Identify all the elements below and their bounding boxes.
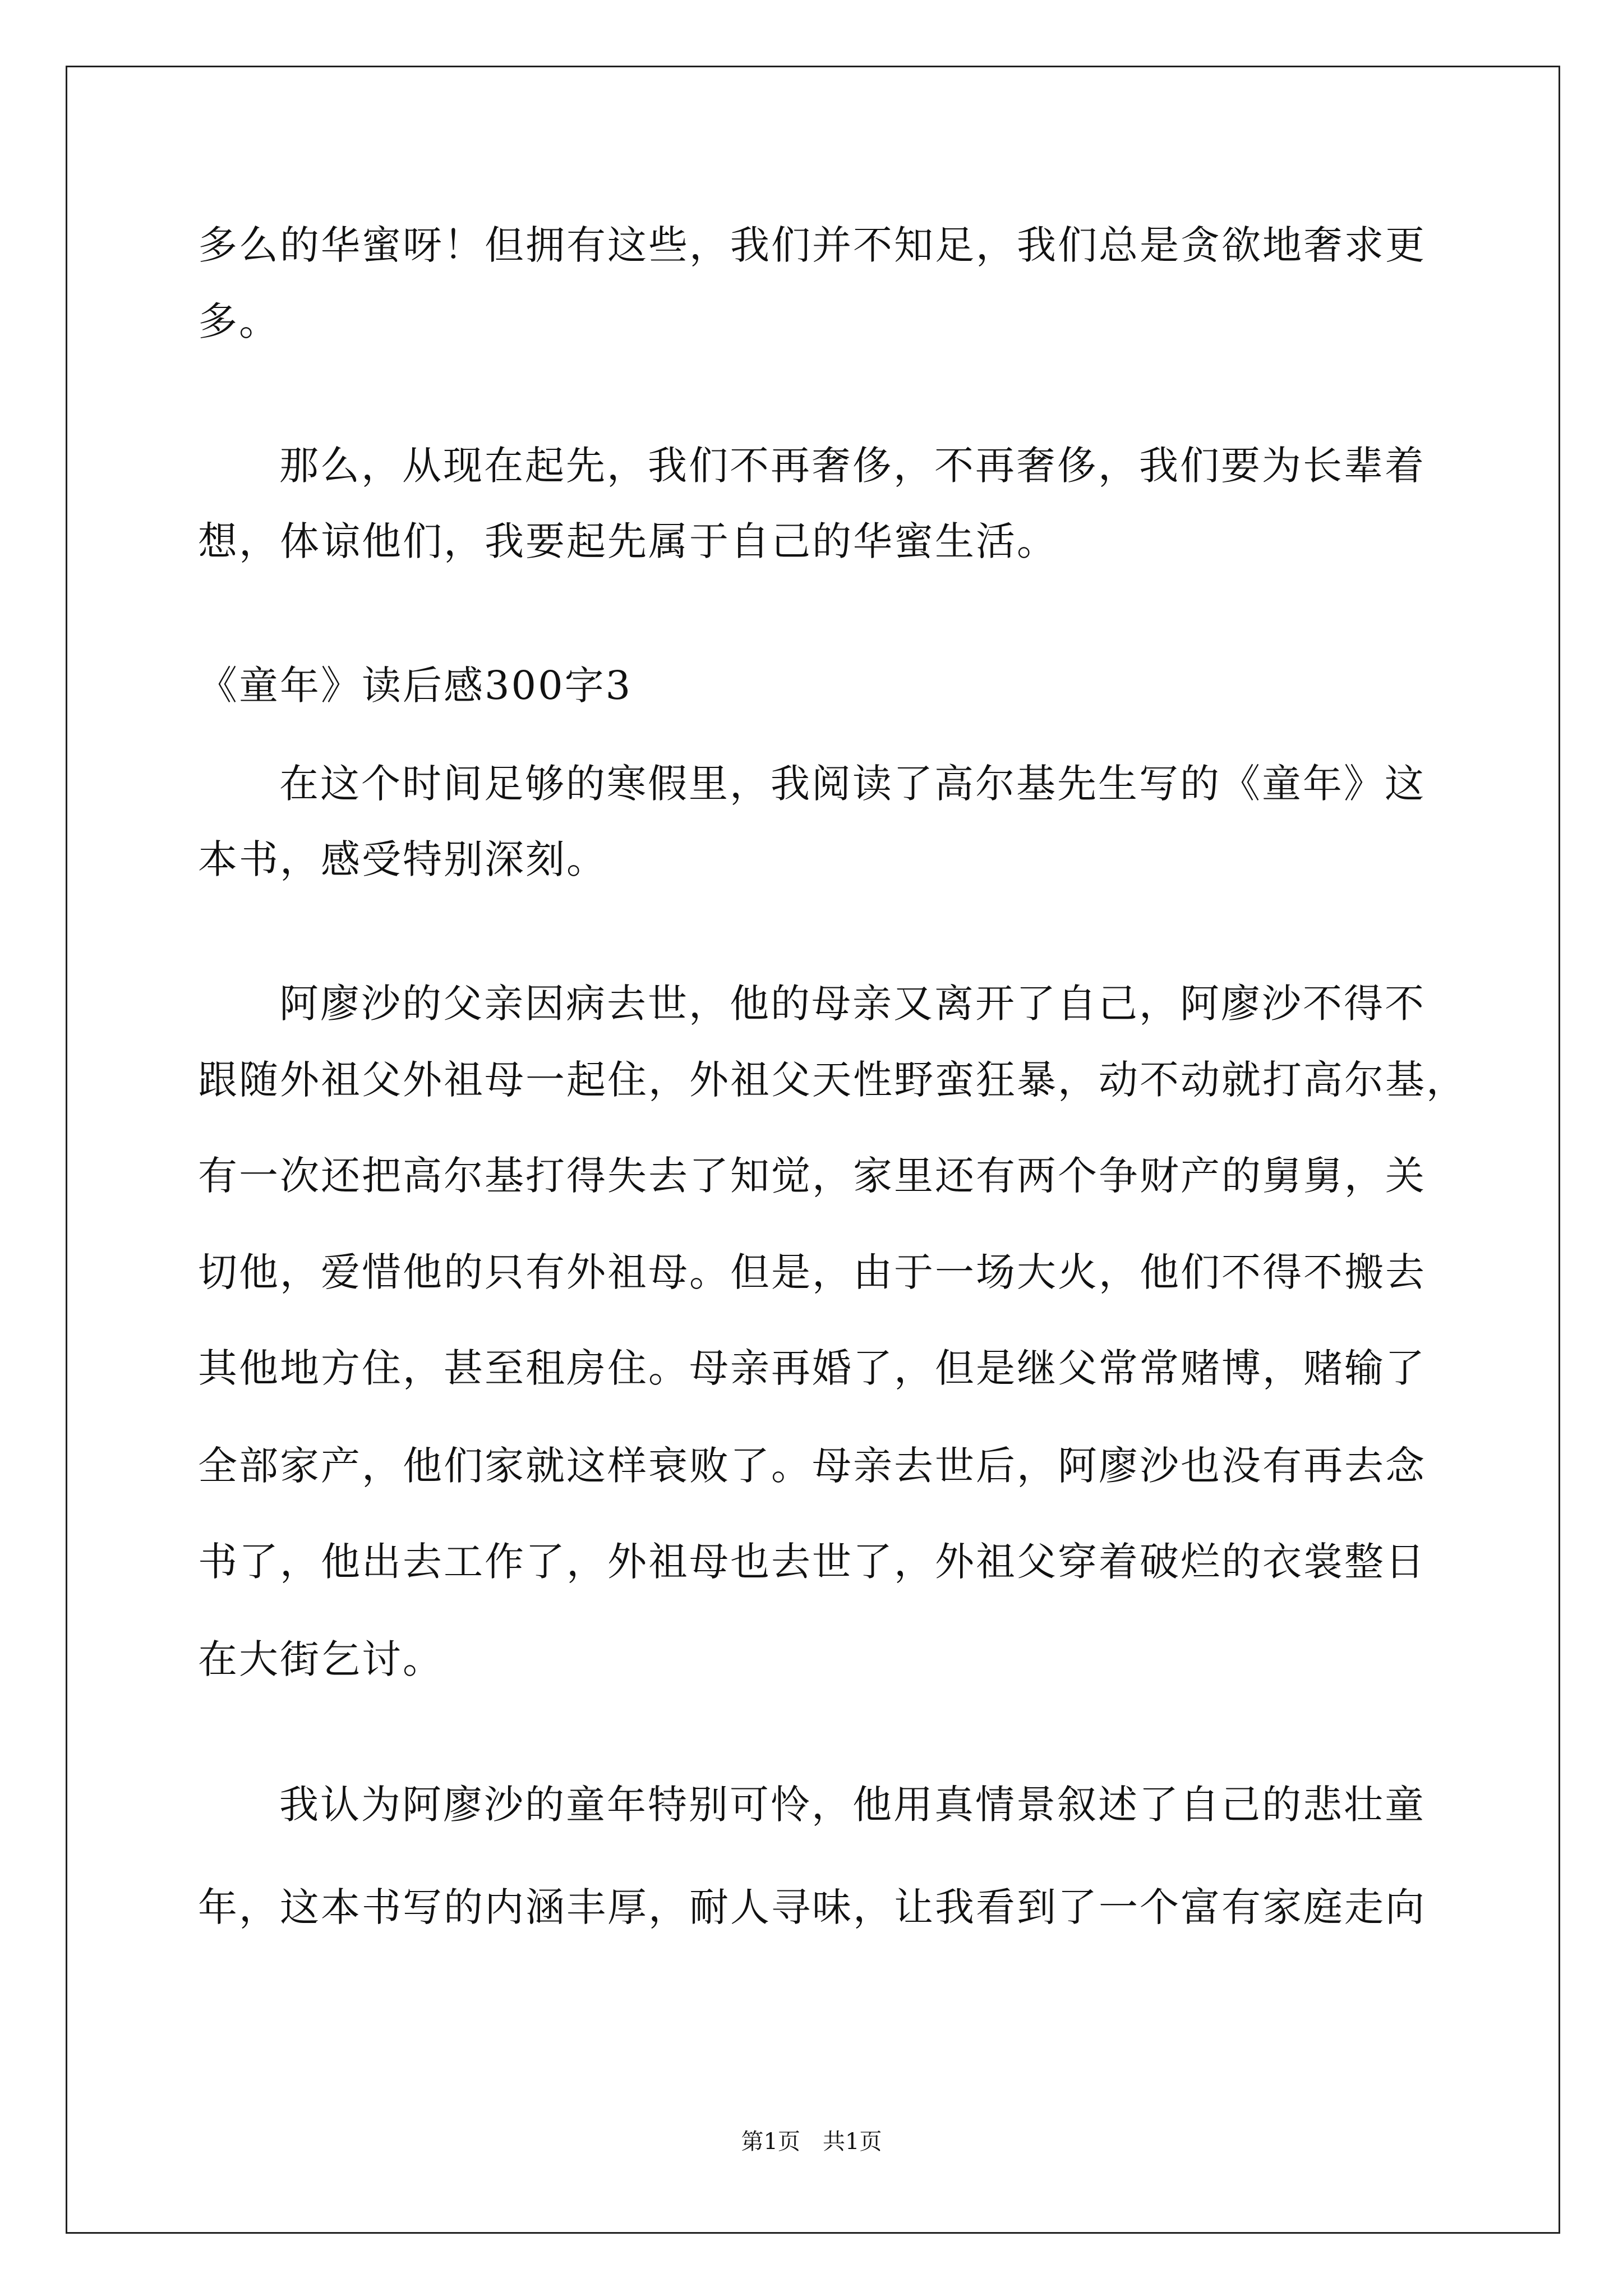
text-line: 本书，感受特别深刻。 [198, 836, 607, 882]
text-line: 书了，他出去工作了，外祖母也去世了，外祖父穿着破烂的衣裳整日 [198, 1539, 1426, 1585]
text-line: 其他地方住，甚至租房住。母亲再婚了，但是继父常常赌博，赌输了 [198, 1345, 1426, 1391]
text-line: 多么的华蜜呀！但拥有这些，我们并不知足，我们总是贪欲地奢求更 [198, 222, 1426, 268]
page-total: 共1页 [823, 2129, 882, 2155]
text-line: 在大街乞讨。 [198, 1636, 444, 1682]
text-line: 那么，从现在起先，我们不再奢侈，不再奢侈，我们要为长辈着 [279, 443, 1426, 489]
text-line: 在这个时间足够的寒假里，我阅读了高尔基先生写的《童年》这 [279, 761, 1426, 807]
text-line: 切他，爱惜他的只有外祖母。但是，由于一场大火，他们不得不搬去 [198, 1249, 1426, 1295]
text-line: 想，体谅他们，我要起先属于自己的华蜜生活。 [198, 518, 1058, 564]
text-line: 多。 [198, 298, 280, 344]
page-footer [0, 2131, 1623, 2153]
page-number: 第1页 [741, 2129, 800, 2155]
section-heading: 《童年》读后感300字3 [198, 662, 633, 708]
text-line: 我认为阿廖沙的童年特别可怜，他用真情景叙述了自己的悲壮童 [279, 1782, 1426, 1828]
text-line: 全部家产，他们家就这样衰败了。母亲去世后，阿廖沙也没有再去念 [198, 1443, 1426, 1489]
text-line: 阿廖沙的父亲因病去世，他的母亲又离开了自己，阿廖沙不得不 [279, 981, 1426, 1027]
text-line: 跟随外祖父外祖母一起住，外祖父天性野蛮狂暴，动不动就打高尔基， [198, 1057, 1467, 1103]
text-line: 年，这本书写的内涵丰厚，耐人寻味，让我看到了一个富有家庭走向 [198, 1884, 1426, 1930]
text-line: 有一次还把高尔基打得失去了知觉，家里还有两个争财产的舅舅，关 [198, 1153, 1426, 1199]
